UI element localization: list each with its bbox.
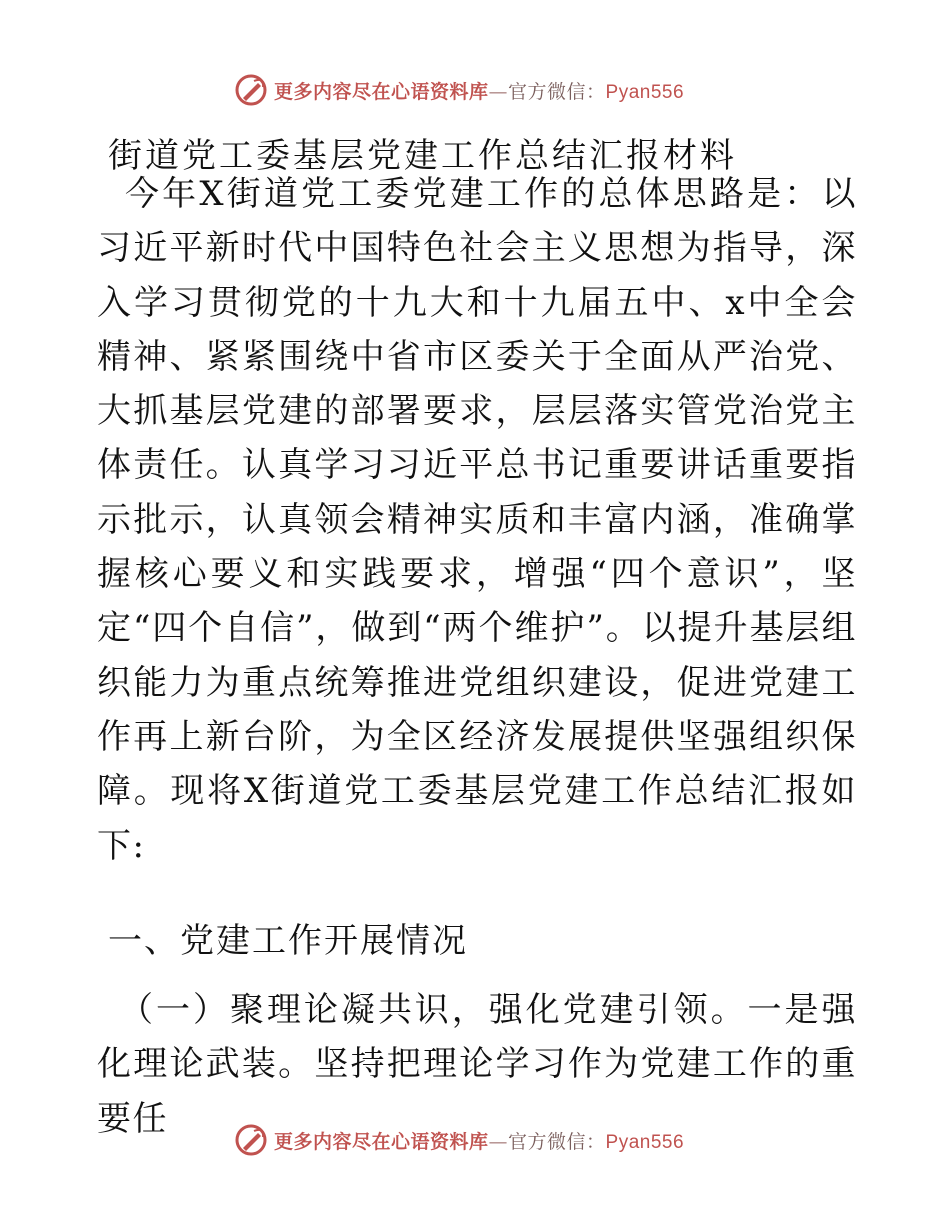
document-title: 街道党工委基层党建工作总结汇报材料 [108, 136, 737, 176]
intro-paragraph: 今年X街道党工委党建工作的总体思路是：以习近平新时代中国特色社会主义思想为指导，深入学习贯彻党的十九大和十九届五中、x中全会精神、紧紧围绕中省市区委关于全面从严治党、大抓基层党建的部署要求，层层落实管党治党主体责任。认真学习习近平总书记重要讲话重要指示批示，认真领会精神实质和丰富内涵，准确掌握核心要义和实践要求，增强“四个意识”，坚定“四个自信”，做到“两个维护”。以提升基层组织能力为重点统筹推进党组织建设，促进党建工作再上新台阶，为全区经济发展提供坚强组织保障。现将X街道党工委基层党建工作总结汇报如下: [97, 174, 857, 866]
section-heading: 一、党建工作开展情况 [108, 921, 468, 961]
section-paragraph: （一）聚理论凝共识，强化党建引领。一是强化理论武装。坚持把理论学习作为党建工作的重要任 [97, 990, 857, 1139]
watermark-separator: — [488, 80, 509, 103]
watermark-main-text: 更多内容尽在心语资料库 [274, 1130, 489, 1153]
watermark-wechat-label: 官方微信： [508, 1130, 606, 1153]
watermark-wechat-id: Pyan556 [605, 81, 685, 103]
quill-logo-icon [234, 73, 268, 107]
watermark-main-text: 更多内容尽在心语资料库 [274, 80, 489, 103]
quill-logo-icon [234, 1123, 268, 1157]
watermark-wechat-label: 官方微信： [508, 80, 606, 103]
watermark-separator: — [488, 1130, 509, 1153]
watermark-wechat-id: Pyan556 [605, 1131, 685, 1153]
watermark-banner-top [234, 73, 684, 107]
watermark-banner-bottom [234, 1123, 684, 1157]
